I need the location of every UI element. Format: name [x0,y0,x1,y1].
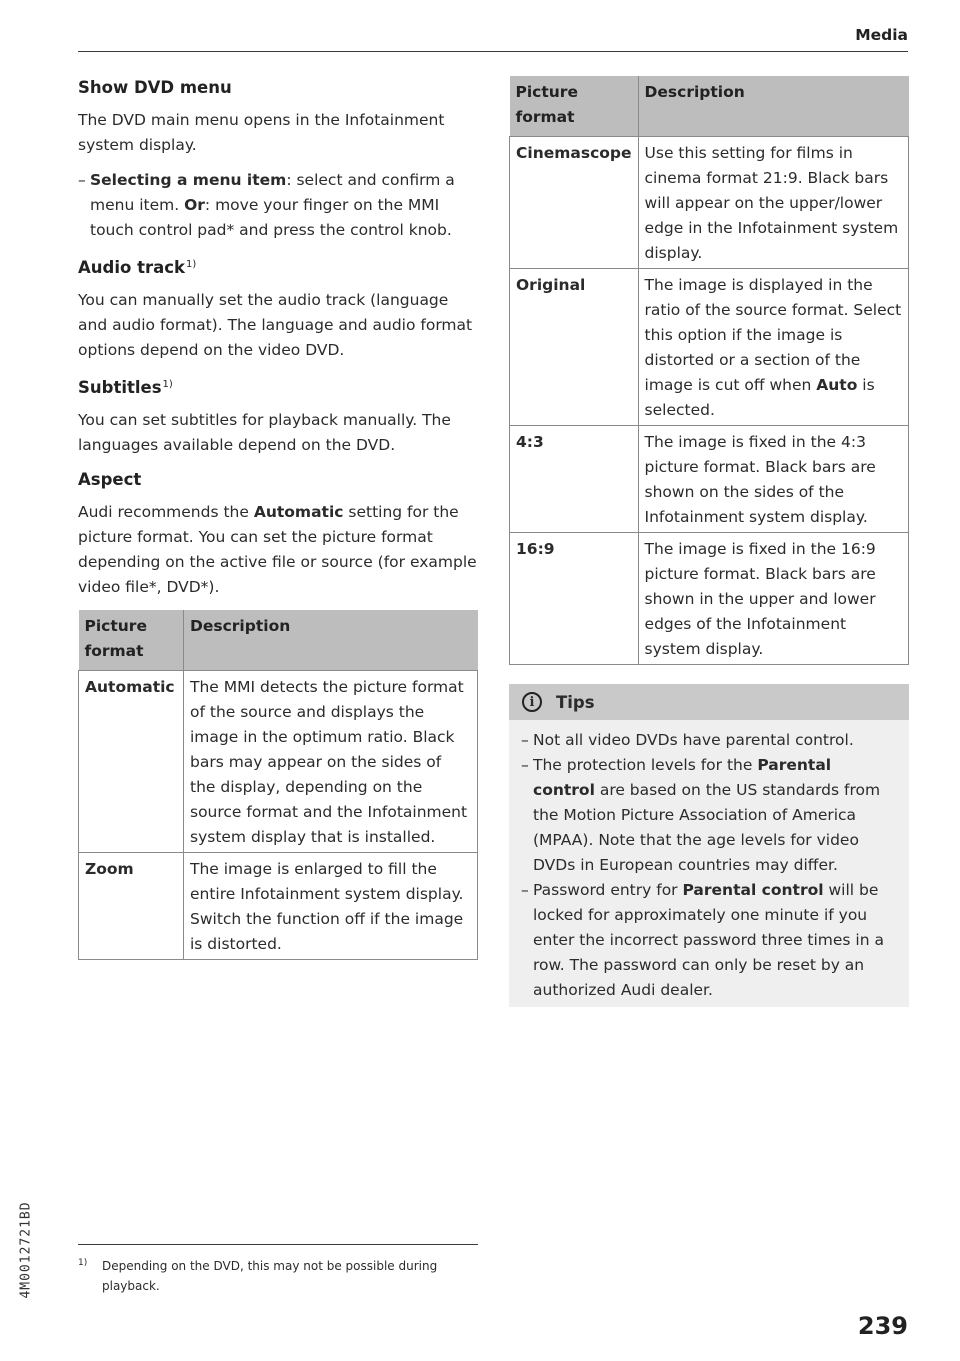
table-header-cell: Description [638,76,908,137]
list-item [78,168,478,243]
dash-marker: – [521,756,529,774]
page-number: 239 [857,1312,908,1340]
table-key-cell: Cinemascope [510,137,639,269]
heading-text: Subtitles [78,378,162,397]
heading-text: Audio track [78,258,185,277]
table-desc-cell: The image is fixed in the 16:9 picture format. Black bars are shown in the upper and lower edges of the Infotainment system display. [638,533,908,665]
paragraph-aspect [78,500,478,600]
info-icon: i [522,692,542,712]
table-header-row [510,76,909,137]
table-row [79,853,478,960]
bold-term: Parental control [682,881,824,899]
text: will be locked for approximately one minute if you enter the incorrect password three times in a row. The password can only be reset by an authorized Audi dealer. [533,881,884,999]
table-desc-cell: The MMI detects the picture format of the source and displays the image in the optimum ratio. Black bars may appear on the sides of the display, depending on the source format and the Infotainment system display that is installed. [184,671,478,853]
table-desc-cell: The image is fixed in the 4:3 picture format. Black bars are shown on the sides of the Infotainment system display. [638,426,908,533]
text: The protection levels for the [533,756,758,774]
tips-title: Tips [556,692,595,712]
text: The image is displayed in the ratio of the source format. Select this option if the image is distorted or a section of the image is cut off when [644,276,902,394]
table-key-cell: 16:9 [510,533,639,665]
list-item [521,878,895,1003]
bold-term: Automatic [253,503,344,521]
paragraph-dvd-menu-intro: The DVD main menu opens in the Infotainment system display. [78,111,445,154]
table-row [510,137,909,269]
right-column [509,76,909,1007]
table-header-cell: Description [184,610,478,671]
table-row [510,426,909,533]
footnote-rule [78,1244,478,1245]
footnote-mark: 1) [78,1258,88,1268]
paragraph-subtitles: You can set subtitles for playback manually. The languages available depend on the DVD. [78,411,451,454]
text: is selected. [644,376,875,419]
tips-box [509,684,909,1007]
tips-header [509,684,909,720]
bold-term: Or [184,196,205,214]
heading-show-dvd-menu: Show DVD menu [78,78,232,97]
picture-format-table [78,610,478,960]
text: are based on the US standards from the Motion Picture Association of America (MPAA). Note that the age levels for video DVDs in European countries may differ. [533,781,881,874]
footnote-text: Depending on the DVD, this may not be possible during playback. [102,1259,438,1293]
document-code-text: 4M0012721BD [18,1201,34,1299]
list-item-text [533,878,895,1003]
dash-marker: – [78,171,86,189]
list-item [521,728,895,753]
bold-term: Auto [816,376,858,394]
bold-term: Parental control [533,756,832,799]
list-item-text: Not all video DVDs have parental control. [533,731,854,749]
table-header-row [79,610,478,671]
table-header-cell: Picture format [79,610,184,671]
list-item-text [533,753,895,878]
text: : move your finger on the MMI touch control pad* and press the control knob. [90,196,452,239]
heading-audio-track [78,253,478,280]
header-rule [78,51,908,52]
picture-format-table-continued [509,76,909,665]
list-item [521,753,895,878]
heading-aspect: Aspect [78,470,142,489]
table-header-cell: Picture format [510,76,639,137]
heading-subtitles [78,373,478,400]
text: Audi recommends the [78,503,254,521]
table-row [79,671,478,853]
dash-marker: – [521,881,529,899]
table-desc-cell: The image is enlarged to fill the entire Infotainment system display. Switch the function off if the image is distorted. [184,853,478,960]
table-row [510,269,909,426]
section-title: Media [855,26,908,44]
dash-marker: – [521,731,529,749]
table-key-cell: Zoom [79,853,184,960]
table-desc-cell: Use this setting for films in cinema format 21:9. Black bars will appear on the upper/lower edge in the Infotainment system display. [638,137,908,269]
footnote-ref: 1) [162,379,173,390]
list-item-text [90,168,478,243]
footnote-ref: 1) [185,259,197,270]
table-desc-cell [638,269,908,426]
text: : select and confirm a menu item. [90,171,455,214]
left-column [78,68,478,960]
footnote [78,1256,478,1296]
bold-term: Selecting a menu item [90,171,287,189]
paragraph-audio-track: You can manually set the audio track (language and audio format). The language and audio format options depend on the video DVD. [78,291,473,359]
tips-body [509,720,909,1007]
document-code [18,1140,34,1360]
table-row [510,533,909,665]
text: Password entry for [533,881,683,899]
table-key-cell: 4:3 [510,426,639,533]
text: setting for the picture format. You can set the picture format depending on the active file or source (for example video file*, DVD*). [78,503,477,596]
table-key-cell: Original [510,269,639,426]
table-key-cell: Automatic [79,671,184,853]
